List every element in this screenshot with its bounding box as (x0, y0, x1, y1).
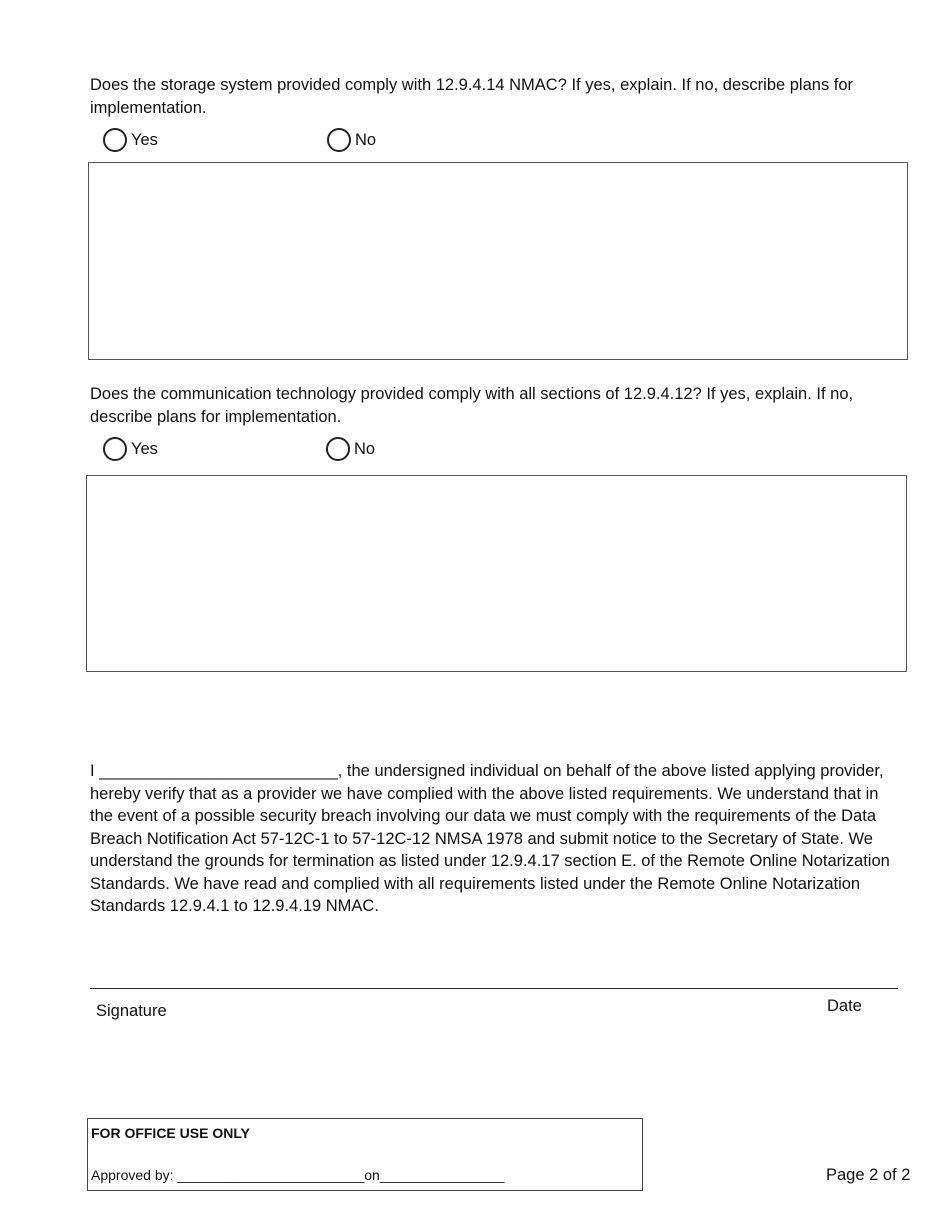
verification-statement: I __________________________, the undersigned individual on behalf of the above listed applying provider, hereby verify that as a provider we have complied with the above listed requirements. We understand that in the event of a possible security breach involving our data we must comply with the requirements of the Data Breach Notification Act 57-12C-1 to 57-12C-12 NMSA 1978 and submit notice to the Secretary of State. We understand the grounds for termination as listed under 12.9.4.17 section E. of the Remote Online Notarization Standards. We have read and complied with all requirements listed under the Remote Online Notarization Standards 12.9.4.1 to 12.9.4.19 NMAC. (90, 762, 890, 915)
question-1-text: Does the storage system provided comply with 12.9.4.14 NMAC? If yes, explain. If no, describe plans for implementation. (90, 76, 854, 117)
signature-label: Signature (96, 1002, 167, 1020)
question-2-text: Does the communication technology provided comply with all sections of 12.9.4.12? If yes, explain. If no, describe plans for implementation. (90, 385, 854, 426)
q2-no-label: No (354, 439, 376, 458)
office-use-title: FOR OFFICE USE ONLY (91, 1125, 250, 1141)
date-label: Date (827, 997, 862, 1015)
q1-answer-textbox[interactable] (88, 162, 908, 360)
q1-yes-label: Yes (131, 130, 158, 149)
q1-no-label: No (355, 130, 377, 149)
radio-button-icon[interactable] (103, 128, 127, 152)
radio-button-icon[interactable] (326, 437, 350, 461)
radio-button-icon[interactable] (327, 128, 351, 152)
approved-by-field[interactable]: Approved by: ________________________on________________ (91, 1167, 505, 1183)
q1-yes-option[interactable] (103, 126, 158, 154)
q1-no-option[interactable] (327, 126, 376, 154)
q2-no-option[interactable] (326, 435, 375, 463)
page-indicator: Page 2 of 2 (826, 1166, 911, 1184)
signature-line[interactable] (90, 988, 898, 989)
office-use-box (87, 1118, 643, 1191)
q2-answer-textbox[interactable] (86, 475, 907, 672)
q2-yes-option[interactable] (103, 435, 158, 463)
q2-yes-label: Yes (131, 439, 158, 458)
radio-button-icon[interactable] (103, 437, 127, 461)
